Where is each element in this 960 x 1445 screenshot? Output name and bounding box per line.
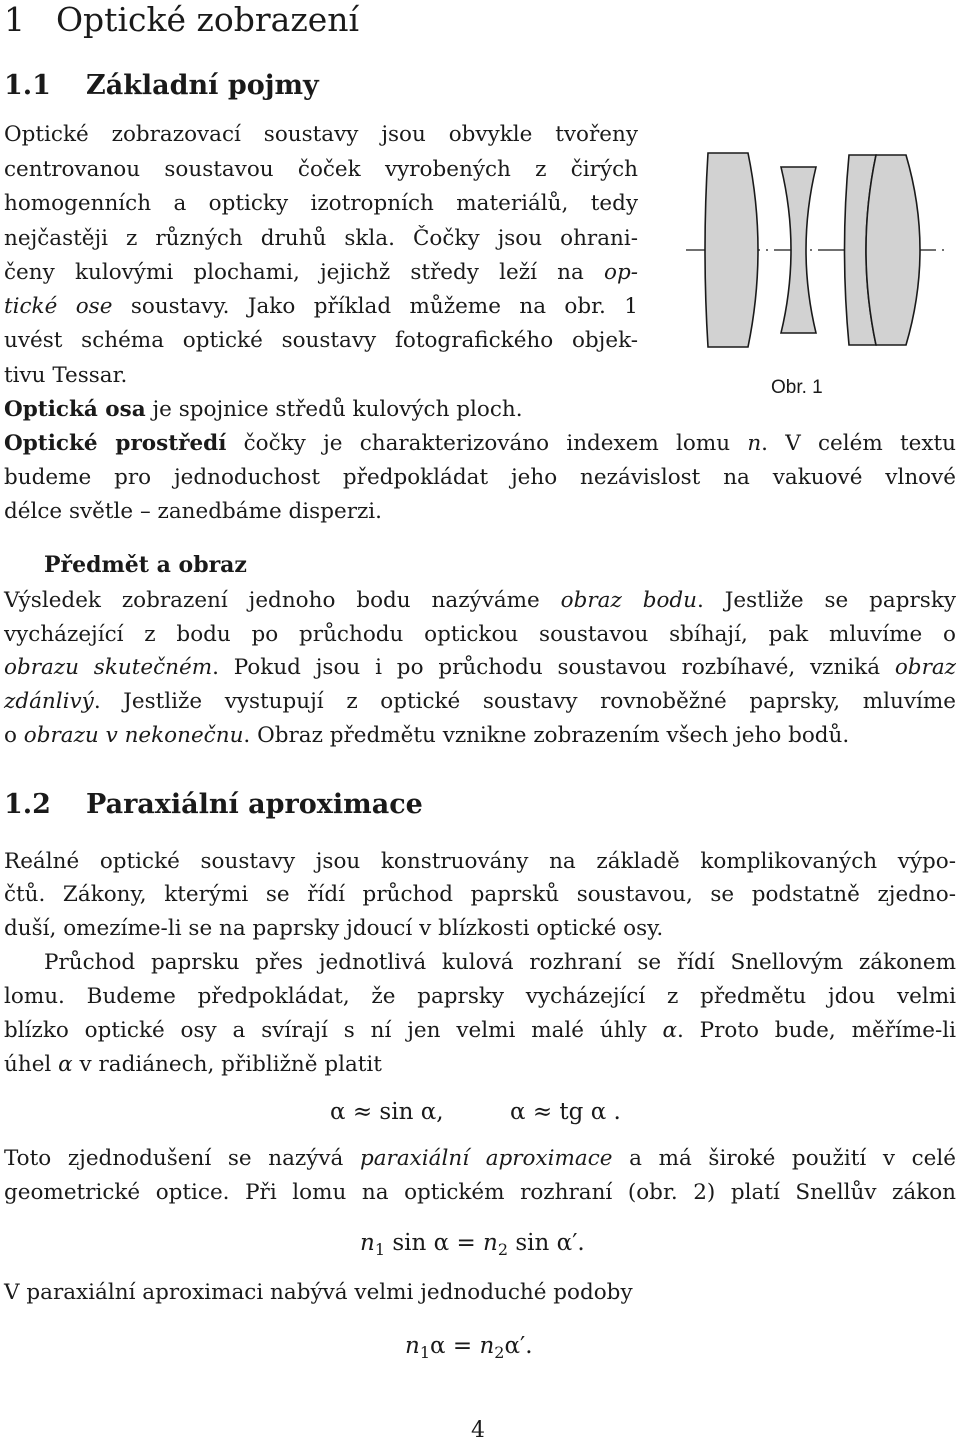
paragraph-line: V paraxiální aproximaci nabývá velmi jednoduché podoby: [4, 1280, 633, 1305]
paragraph-text: o: [4, 723, 24, 748]
paragraph-line: [4, 1020, 956, 1042]
intro-line: centrovanou soustavou čoček vyrobených z čirých: [4, 157, 638, 182]
paragraph-text: . Jestliže se paprsky: [697, 588, 956, 613]
equation-small-angle-sin: α ≈ sin α,: [330, 1099, 444, 1125]
paragraph-text: . Jestliže vystupují z optické soustavy rovnoběžné paprsky, mluvíme: [93, 689, 956, 714]
paragraph-line: lomu. Budeme předpokládat, že paprsky vycházející z předmětu jdou velmi: [4, 984, 956, 1009]
paragraph-line: délce světle – zanedbáme disperzi.: [4, 499, 383, 524]
paragraph-text: . Obraz předmětu vznikne zobrazením všech jeho bodů.: [243, 723, 850, 748]
figure-caption: Obr. 1: [771, 377, 823, 398]
paragraph-heading: Předmět a obraz: [44, 552, 247, 578]
paragraph-line: duší, omezíme-li se na paprsky jdoucí v blízkosti optické osy.: [4, 916, 664, 941]
subscript: 2: [494, 1343, 505, 1362]
intro-line: homogenních a opticky izotropních materiálů, tedy: [4, 191, 638, 216]
paragraph-line: [4, 657, 956, 679]
equation-text: α =: [430, 1333, 480, 1359]
paragraph-text: úhel: [4, 1052, 59, 1077]
lens-diagram: [686, 145, 958, 355]
section-number: 1: [4, 0, 25, 39]
symbol-alpha: α: [662, 1018, 677, 1043]
term-real-image: obrazu skutečném: [4, 655, 213, 680]
intro-line: tivu Tessar.: [4, 363, 128, 388]
paragraph-line: [4, 1148, 956, 1170]
paragraph-line: [4, 691, 956, 713]
subscript: 1: [419, 1343, 431, 1362]
symbol-n: n: [405, 1333, 420, 1359]
term-virtual-image-part1: obraz: [894, 655, 956, 680]
symbol-n: n: [483, 1230, 498, 1256]
subsection-number-2: 1.2: [4, 789, 51, 820]
paragraph-line: budeme pro jednoduchost předpokládat jeho nezávislost na vakuové vlnové: [4, 465, 956, 490]
paragraph-line: Průchod paprsku přes jednotlivá kulová rozhraní se řídí Snellovým zákonem: [44, 950, 956, 975]
paragraph-line: geometrické optice. Při lomu na optickém rozhraní (obr. 2) platí Snellův zákon: [4, 1180, 956, 1205]
equation-text: sin α′.: [508, 1230, 585, 1256]
symbol-n: n: [360, 1230, 375, 1256]
paragraph-text: v radiánech, přibližně platit: [72, 1052, 382, 1077]
paragraph-line: [4, 590, 956, 612]
equation-text: sin α =: [385, 1230, 484, 1256]
paragraph-text: Toto zjednodušení se nazývá: [4, 1146, 360, 1171]
subsection-title-1: Základní pojmy: [86, 70, 319, 101]
subscript: 1: [374, 1240, 386, 1259]
lens-element-1: [705, 153, 758, 347]
intro-line: nejčastěji z různých druhů skla. Čočky jsou ohrani-: [4, 226, 638, 251]
equation-small-angle-tg: α ≈ tg α .: [510, 1099, 621, 1125]
section-title: Optické zobrazení: [56, 0, 360, 39]
definition-text: . V celém textu: [761, 431, 956, 456]
symbol-n: n: [479, 1333, 495, 1359]
term-optical-axis-part2: tické ose: [4, 294, 113, 319]
equation-paraxial-snell: [405, 1333, 533, 1362]
definition-optical-medium: [4, 433, 956, 455]
paragraph-line: [4, 725, 849, 747]
paragraph-text: Výsledek zobrazení jednoho bodu nazýváme: [4, 588, 561, 613]
term-image-of-point: obraz bodu: [560, 588, 698, 613]
section-heading: [4, 0, 359, 39]
lens-element-3b: [866, 155, 920, 345]
paragraph-text: blízko optické osy a svírají s ní jen velmi malé úhly: [4, 1018, 663, 1043]
intro-line: Optické zobrazovací soustavy jsou obvykle tvořeny: [4, 122, 638, 147]
equation-text: α′.: [504, 1333, 533, 1359]
subsection-heading-2: [4, 789, 423, 820]
intro-text: čeny kulovými plochami, jejichž středy leží na: [4, 260, 605, 285]
symbol-n: n: [747, 431, 762, 456]
symbol-alpha: α: [58, 1052, 73, 1077]
intro-line: uvést schéma optické soustavy fotografického objek-: [4, 328, 638, 353]
subsection-number-1: 1.1: [4, 70, 51, 101]
subsection-heading-1: [4, 70, 319, 101]
paragraph-text: . Proto bude, měříme-li: [676, 1018, 956, 1043]
paragraph-text: a má široké použití v celé: [612, 1146, 956, 1171]
term-paraxial-approximation: paraxiální aproximace: [359, 1146, 613, 1171]
intro-text: soustavy. Jako příklad můžeme na obr. 1: [112, 294, 638, 319]
paragraph-line: [4, 1054, 382, 1076]
definition-text: čočky je charakterizováno indexem lomu: [226, 431, 748, 456]
subsection-title-2: Paraxiální aproximace: [86, 789, 423, 820]
term-optical-axis-part1: op-: [604, 260, 638, 285]
paragraph-line: čtů. Zákony, kterými se řídí průchod paprsků soustavou, se podstatně zjedno-: [4, 882, 956, 907]
subscript: 2: [497, 1240, 509, 1259]
paragraph-line: vycházející z bodu po průchodu optickou soustavou sbíhají, pak mluvíme o: [4, 622, 956, 647]
intro-line: [4, 296, 638, 318]
term-optical-medium: Optické prostředí: [4, 431, 227, 456]
definition-optical-axis: [4, 399, 523, 421]
term-virtual-image-part2: zdánlivý: [4, 689, 94, 714]
page-number: 4: [471, 1418, 485, 1443]
term-optical-axis: Optická osa: [4, 397, 146, 422]
paragraph-text: . Pokud jsou i po průchodu soustavou rozbíhavé, vzniká: [212, 655, 895, 680]
definition-text: je spojnice středů kulových ploch.: [145, 397, 523, 422]
intro-line: [4, 262, 638, 284]
equation-snell-law: [360, 1230, 585, 1259]
term-image-at-infinity: obrazu v nekonečnu: [23, 723, 244, 748]
paragraph-line: Reálné optické soustavy jsou konstruovány na základě komplikovaných výpo-: [4, 849, 956, 874]
